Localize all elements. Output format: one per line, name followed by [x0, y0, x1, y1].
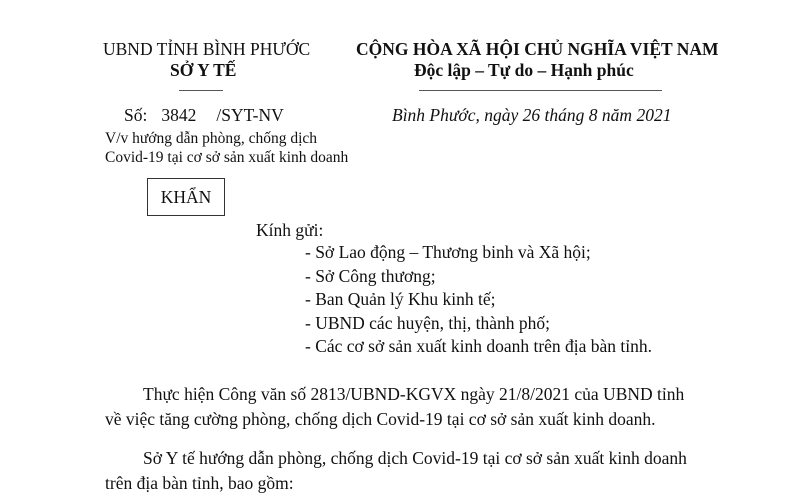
recipient-list: [305, 241, 652, 359]
document-number: 3842: [161, 105, 197, 125]
salutation: Kính gửi:: [256, 220, 324, 240]
document-number-line: [124, 104, 284, 126]
urgency-badge-label: KHẨN: [160, 186, 212, 207]
paragraph-1-line-2: về việc tăng cường phòng, chống dịch Covid-19 tại cơ sở sản xuất kinh doanh.: [105, 409, 656, 429]
subject-line-2: Covid-19 tại cơ sở sản xuất kinh doanh: [105, 149, 349, 166]
national-title: CỘNG HÒA XÃ HỘI CHỦ NGHĨA VIỆT NAM: [356, 39, 719, 59]
date-year: 2021: [636, 105, 672, 125]
issuing-authority: UBND TỈNH BÌNH PHƯỚC: [103, 39, 311, 59]
place-date: [392, 104, 671, 126]
recipient-item: - Sở Lao động – Thương binh và Xã hội;: [305, 242, 591, 262]
number-label: Số:: [124, 105, 148, 125]
agency-underline-divider: [179, 90, 223, 91]
paragraph-2-line-1: Sở Y tế hướng dẫn phòng, chống dịch Covid-19 tại cơ sở sản xuất kinh doanh: [143, 448, 687, 468]
urgency-badge: [147, 178, 225, 216]
date-month-label: tháng: [544, 105, 585, 125]
national-motto: Độc lập – Tự do – Hạnh phúc: [414, 60, 634, 80]
paragraph-2-line-2: trên địa bàn tỉnh, bao gồm:: [105, 473, 294, 493]
recipient-item: - Ban Quản lý Khu kinh tế;: [305, 289, 496, 309]
issuing-agency: SỞ Y TẾ: [170, 60, 237, 80]
subject-line-1: V/v hướng dẫn phòng, chống dịch: [105, 130, 318, 147]
paragraph-1-line-1: Thực hiện Công văn số 2813/UBND-KGVX ngày 21/8/2021 của UBND tỉnh: [143, 384, 685, 404]
recipient-item: - UBND các huyện, thị, thành phố;: [305, 312, 550, 333]
date-month: 8: [588, 105, 598, 125]
date-day: 26: [522, 105, 541, 125]
document-code: /SYT-NV: [216, 105, 284, 125]
motto-underline-divider: [419, 90, 662, 91]
recipient-item: - Các cơ sở sản xuất kinh doanh trên địa bàn tỉnh.: [305, 336, 653, 356]
recipient-item: - Sở Công thương;: [305, 265, 436, 286]
place-date-prefix: Bình Phước, ngày: [392, 105, 519, 125]
date-year-label: năm: [601, 105, 633, 125]
